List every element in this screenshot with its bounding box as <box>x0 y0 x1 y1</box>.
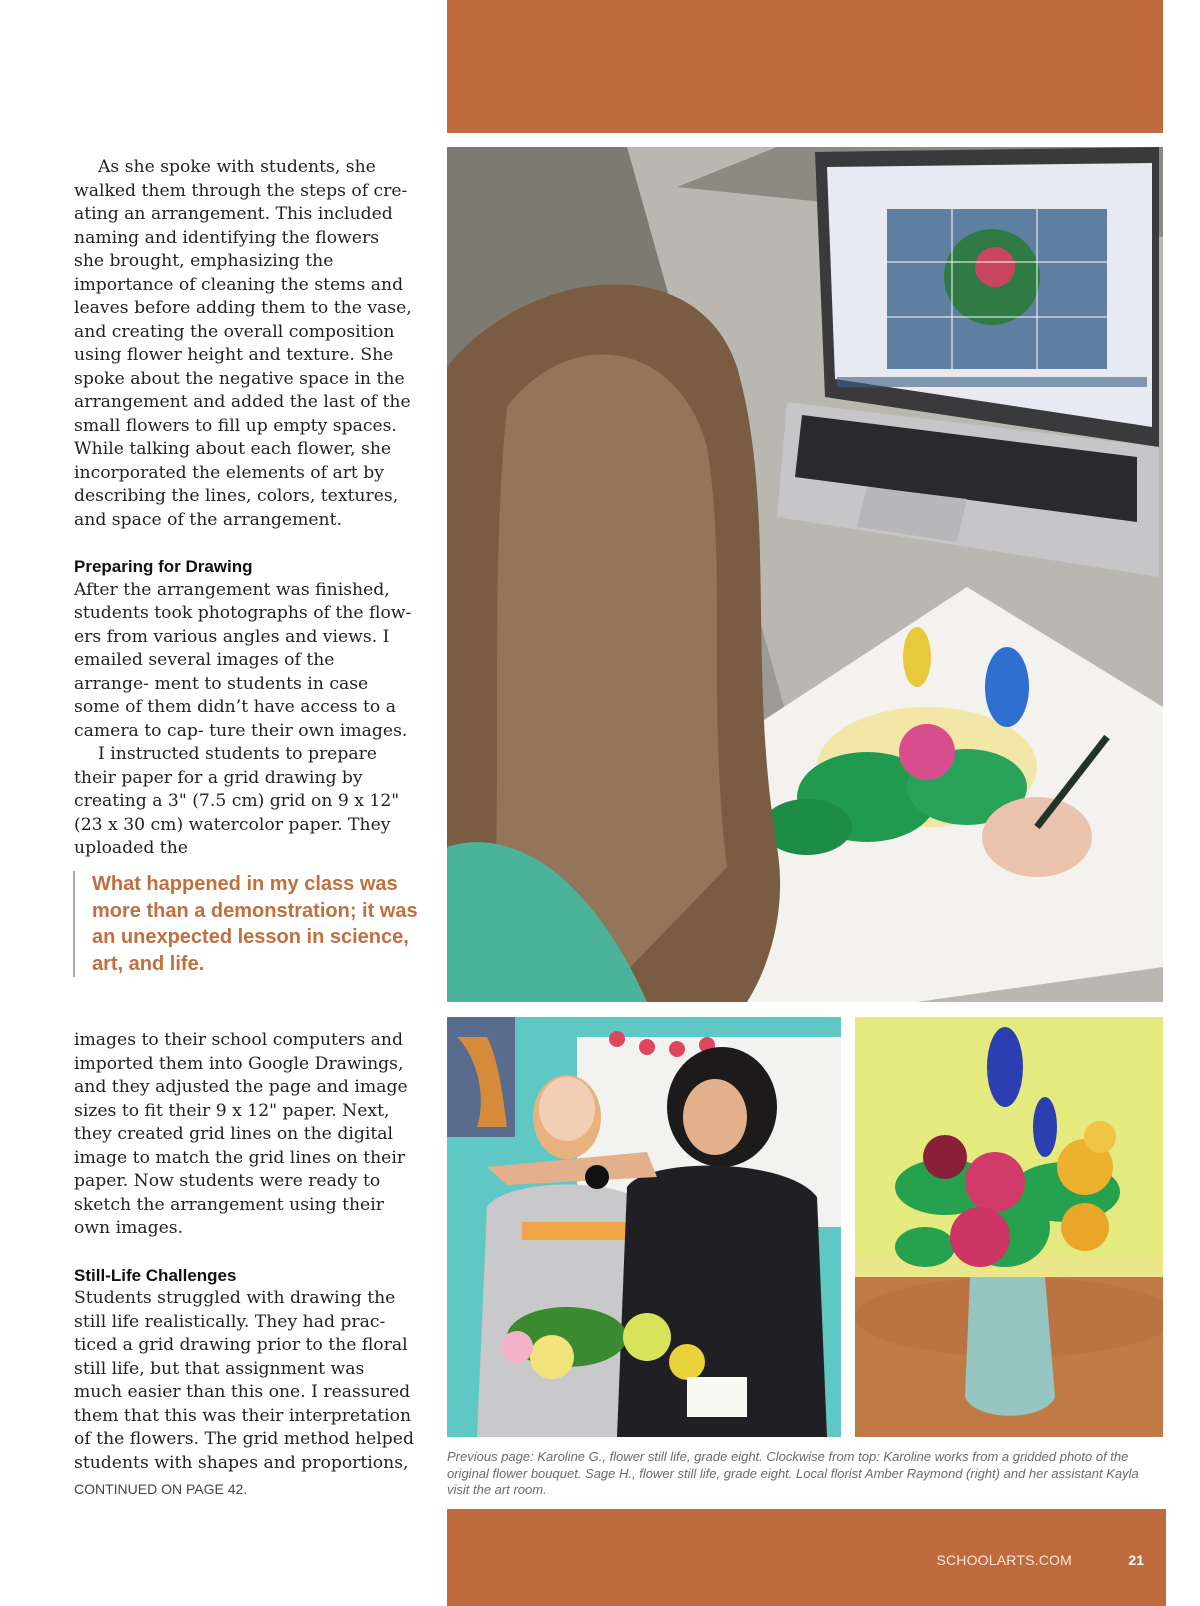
laptop <box>777 147 1159 577</box>
paragraph: As she spoke with students, she walked them through the steps of cre- ating an arrangement. This included naming and identifying the flowers she brought, emphasizing the importance of cleaning the stems and leaves before adding them to the vase, and creating the overall composition using flower height and texture. She spoke about the negative space in the arrangement and added the last of the small flowers to fill up empty spaces. While talking about each flower, she incorporated the elements of art by describing the lines, colors, textures, and space of the arrangement. <box>74 157 412 530</box>
paragraph: I instructed students to prepare their paper for a grid drawing by creating a 3" (7.5 cm) grid on 9 x 12" (23 x 30 cm) watercolor paper. They uploaded the <box>74 744 400 858</box>
photo-watercolor-still-life <box>855 1017 1163 1437</box>
paragraph: After the arrangement was finished, students took photographs of the flow- ers from various angles and views. I emailed several images of the arrange- ment to students in case some of them didn’t have access to a camera to cap- ture their own images. <box>74 579 412 741</box>
section-heading-preparing: Preparing for Drawing <box>74 557 253 576</box>
paragraph: images to their school computers and imported them into Google Drawings, and they adjusted the page and image sizes to fit their 9 x 12" paper. Next, they created grid lines on the digital image to match the grid lines on their paper. Now students were ready to sketch the arrangement using their own images. <box>74 1030 408 1238</box>
article-column-top <box>74 156 414 861</box>
page-number: 21 <box>1128 1552 1144 1568</box>
pull-quote: What happened in my class was more than a demonstration; it was an unexpected lesson in science, art, and life. <box>73 871 422 977</box>
photo-caption: Previous page: Karoline G., flower still life, grade eight. Clockwise from top: Karoline works from a gridded photo of the original flower bouquet. Sage H., flower still life, grade eight. Local florist Amber Raymond (right) and her assistant Kayla visit the art room. <box>447 1449 1139 1497</box>
section-heading-still-life: Still-Life Challenges <box>74 1265 237 1285</box>
photo-student-drawing <box>447 147 1163 1002</box>
footer-site-name[interactable]: SCHOOLARTS.COM <box>936 1552 1072 1568</box>
photo-florist-visit <box>447 1017 841 1437</box>
top-accent-band <box>447 0 1163 133</box>
paragraph: Students struggled with drawing the still life realistically. They had prac- ticed a grid drawing prior to the floral still life, but that assignment was much easier than this one. I reassured them that this was their interpretation of the flowers. The grid method helped students with shapes and proportions, <box>74 1288 414 1473</box>
continued-note: CONTINUED ON PAGE 42. <box>74 1481 248 1497</box>
article-column-bottom <box>74 1029 414 1475</box>
